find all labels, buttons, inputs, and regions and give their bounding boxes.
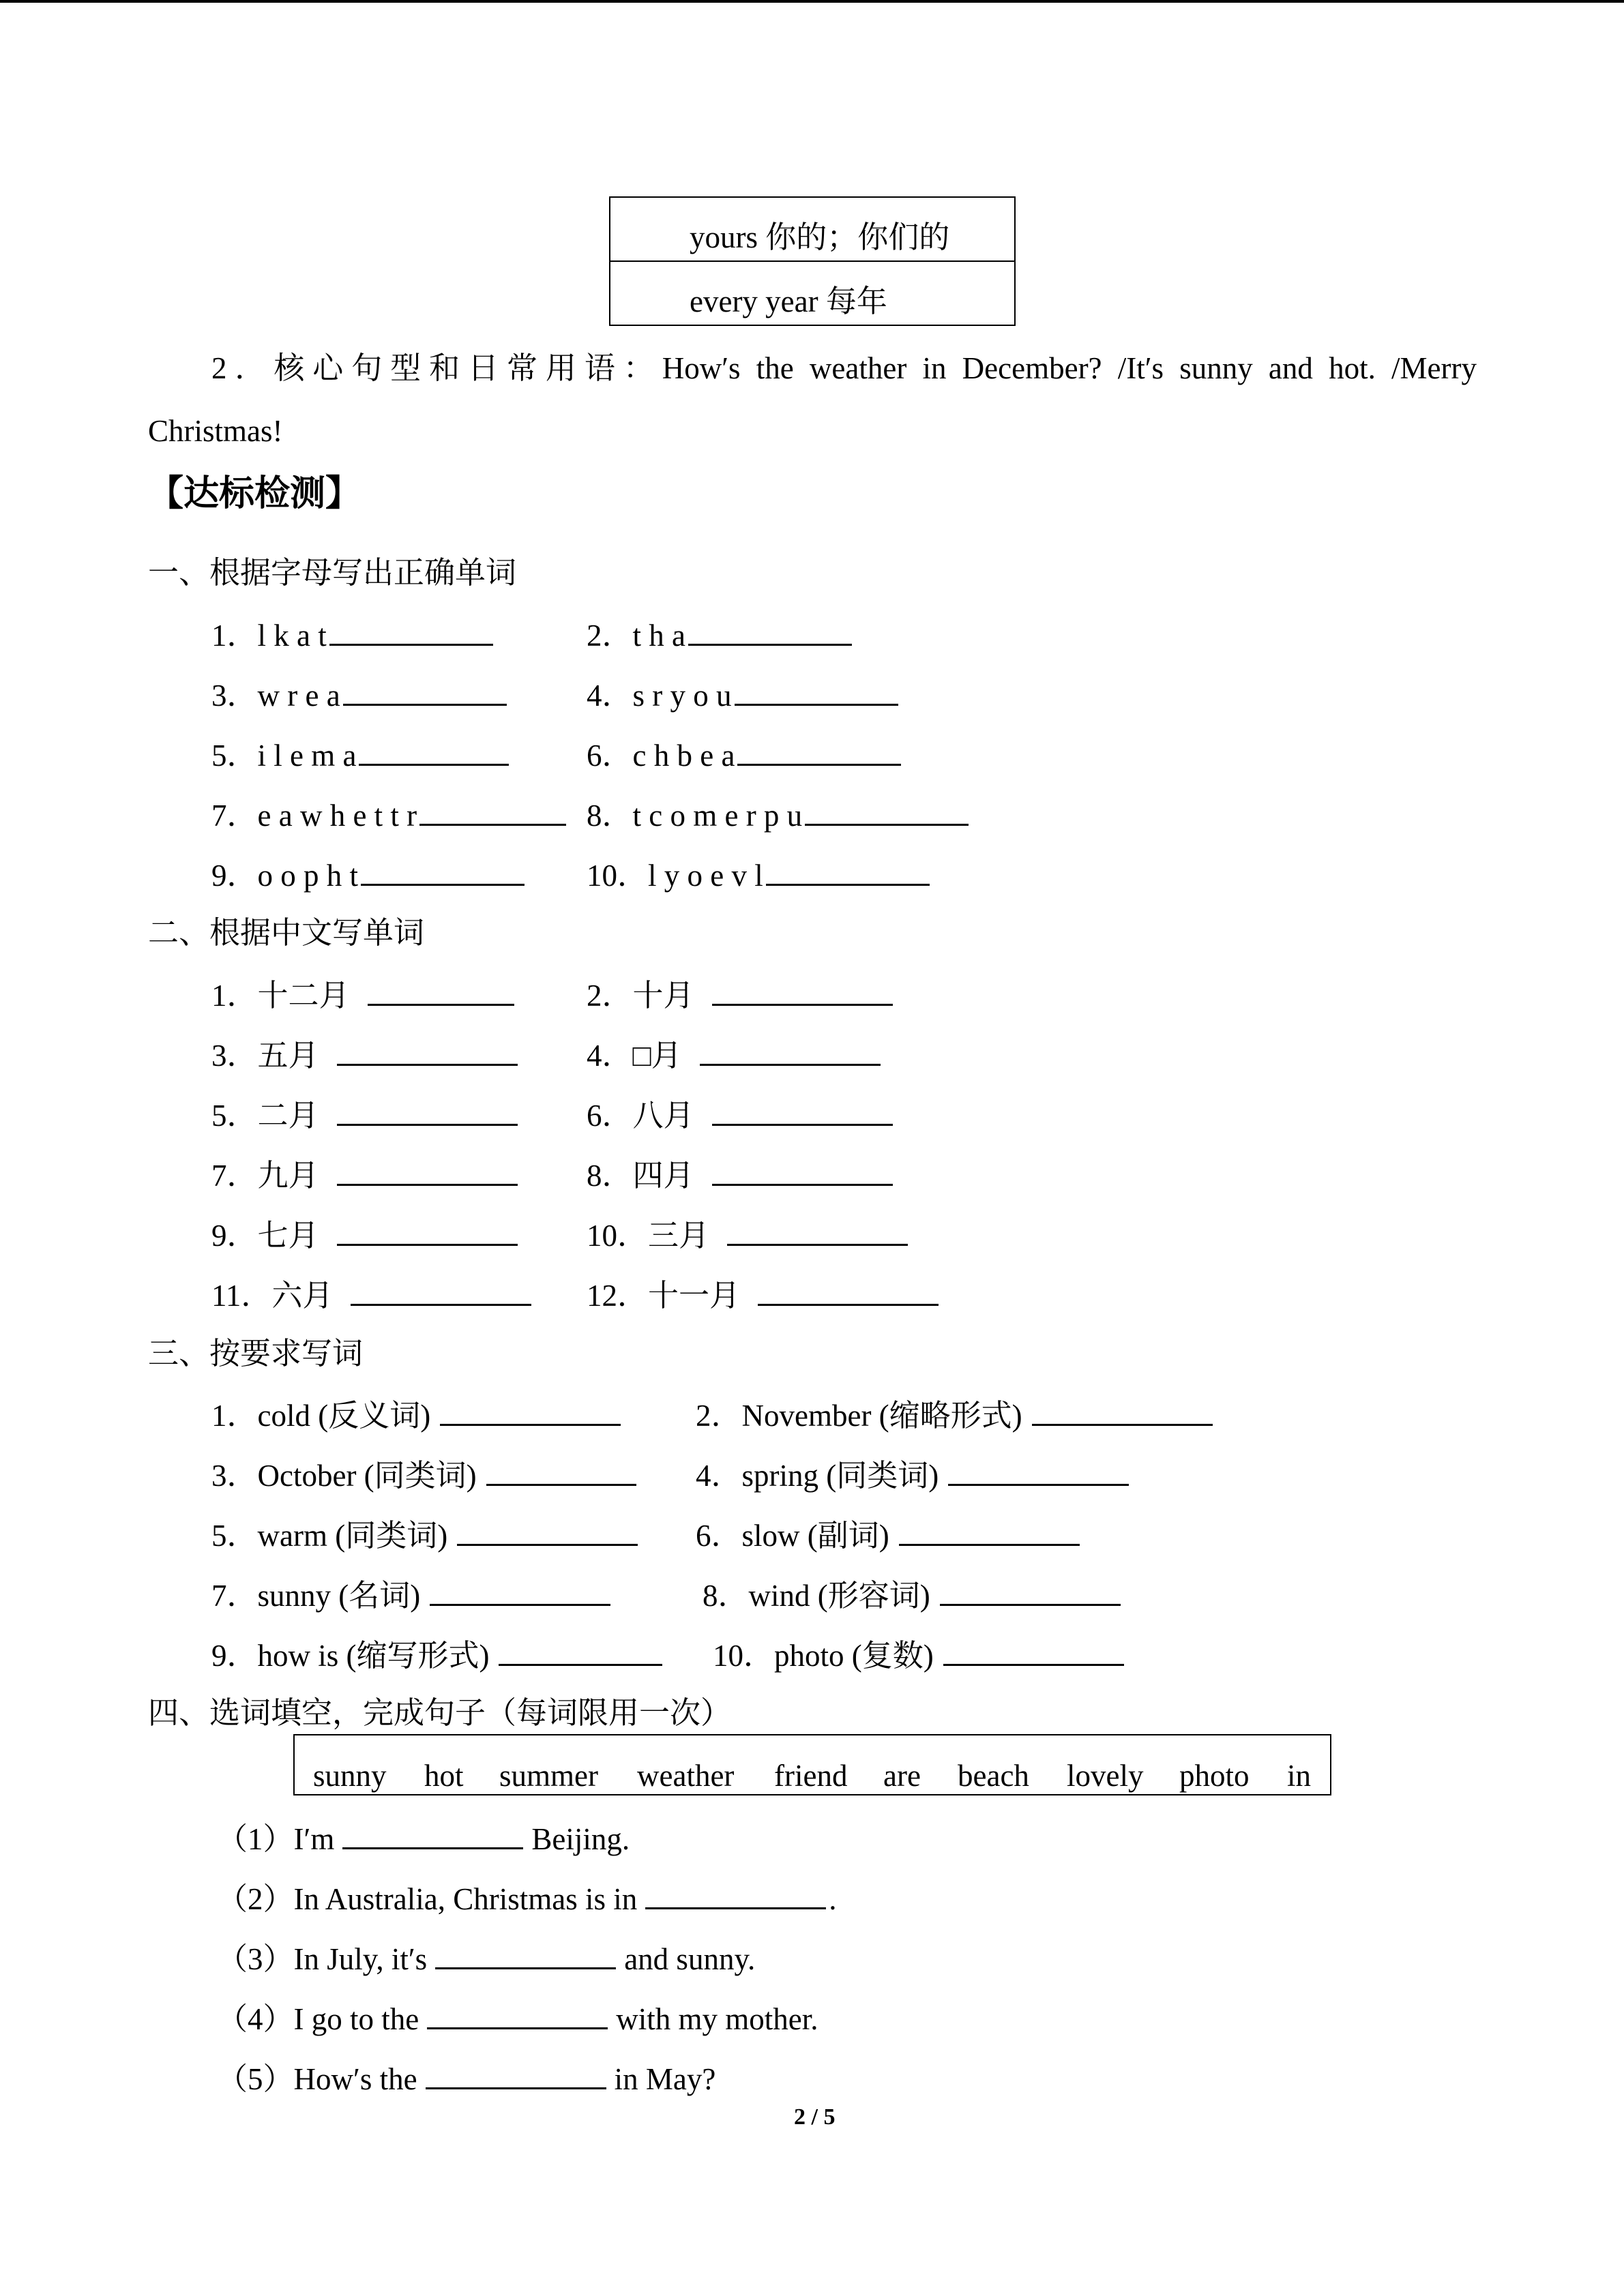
item-label: 4．s r y o u (587, 679, 732, 713)
answer-blank[interactable] (712, 1094, 893, 1126)
answer-blank[interactable] (351, 1274, 531, 1306)
answer-blank[interactable] (645, 1877, 826, 1909)
item-label: 8．wind (形容词) (703, 1579, 930, 1613)
part1-item (211, 614, 493, 656)
part2-item (211, 1274, 531, 1316)
answer-blank[interactable] (899, 1514, 1080, 1546)
part3-item (211, 1514, 638, 1556)
item-label: 4．spring (同类词) (696, 1459, 939, 1493)
answer-blank[interactable] (343, 674, 507, 706)
part4-title: 四、选词填空，完成句子（每词限用一次） (148, 1696, 732, 1730)
part2-item (587, 1274, 939, 1316)
part2-item (211, 1214, 518, 1256)
item-label: 1．l k a t (211, 618, 327, 653)
part4-sentence (217, 1817, 630, 1860)
item-label: 10．l y o e v l (587, 859, 763, 893)
sentence-suffix: and sunny. (624, 1942, 756, 1976)
answer-blank[interactable] (419, 794, 566, 826)
word-bank-word: hot (424, 1759, 464, 1793)
item-label: 11．六月 (211, 1279, 334, 1313)
item-label: 12．十一月 (587, 1279, 741, 1313)
part1-item (211, 854, 525, 896)
item-label: 5．i l e m a (211, 739, 357, 773)
part1-item (587, 794, 969, 836)
word-bank-word: sunny (313, 1759, 387, 1793)
part3-title: 三、按要求写词 (148, 1337, 364, 1371)
part3-item (696, 1394, 1213, 1436)
item-label: 7．e a w h e t t r (211, 799, 417, 833)
part1-item (211, 674, 507, 716)
item-label: 4．□月 (587, 1039, 682, 1073)
answer-blank[interactable] (940, 1574, 1121, 1606)
vocab-table (609, 196, 1016, 326)
sentence-suffix: with my mother. (616, 2002, 818, 2036)
sentence-suffix: in May? (614, 2062, 716, 2096)
sentence-suffix: Beijing. (531, 1822, 630, 1856)
item-label: 7．sunny (名词) (211, 1579, 421, 1613)
answer-blank[interactable] (329, 614, 493, 646)
word-bank-word: friend (774, 1759, 848, 1793)
item-label: 6．八月 (587, 1099, 694, 1133)
answer-blank[interactable] (337, 1154, 518, 1186)
section-title: 【达标检测】 (148, 475, 361, 513)
part3-item (696, 1454, 1129, 1496)
answer-blank[interactable] (435, 1937, 616, 1969)
item-label: 6．slow (副词) (696, 1519, 889, 1553)
part2-item (211, 1034, 518, 1076)
item-label: 5．二月 (211, 1099, 319, 1133)
part2-title: 二、根据中文写单词 (148, 916, 425, 950)
word-bank-word: summer (499, 1759, 598, 1793)
part2-item (587, 974, 893, 1016)
part1-item (587, 614, 852, 656)
part3-item (211, 1634, 662, 1676)
part1-item (587, 674, 898, 716)
part2-item (587, 1214, 908, 1256)
item-label: 3．October (同类词) (211, 1459, 477, 1493)
answer-blank[interactable] (758, 1274, 939, 1306)
item-label: 1．十二月 (211, 979, 350, 1013)
item-label: 9．how is (缩写形式) (211, 1639, 490, 1673)
word-bank-word: lovely (1067, 1759, 1144, 1793)
word-bank-word: photo (1179, 1759, 1250, 1793)
part2-item (587, 1094, 893, 1136)
answer-blank[interactable] (486, 1454, 636, 1486)
part2-item (587, 1034, 881, 1076)
part4-sentence (217, 1997, 818, 2040)
answer-blank[interactable] (359, 734, 509, 766)
answer-blank[interactable] (368, 974, 514, 1006)
answer-blank[interactable] (337, 1094, 518, 1126)
answer-blank[interactable] (727, 1214, 908, 1246)
answer-blank[interactable] (737, 734, 901, 766)
part4-sentence (217, 2057, 715, 2100)
item-label: 6．c h b e a (587, 739, 735, 773)
item-label: 2．t h a (587, 618, 685, 653)
answer-blank[interactable] (457, 1514, 638, 1546)
part3-item (211, 1394, 621, 1436)
core-sentence-line-1: 2．核心句型和日常用语：How′s the weather in December? /It′s sunny and hot. /Merry (211, 351, 1477, 385)
sentence-prefix: （2）In Australia, Christmas is in (217, 1882, 638, 1916)
sentence-prefix: （4）I go to the (217, 2002, 419, 2036)
part3-item (696, 1514, 1080, 1556)
word-bank-word: in (1287, 1759, 1312, 1793)
answer-blank[interactable] (943, 1634, 1124, 1666)
answer-blank[interactable] (948, 1454, 1129, 1486)
answer-blank[interactable] (700, 1034, 881, 1066)
part2-item (211, 1154, 518, 1196)
word-bank-word: beach (958, 1759, 1029, 1793)
answer-blank[interactable] (499, 1634, 662, 1666)
sentence-prefix: （1）I′m (217, 1822, 335, 1856)
word-bank-word: are (883, 1759, 921, 1793)
top-border (0, 0, 1624, 3)
page-number: 2 / 5 (794, 2104, 836, 2130)
part4-sentence (217, 1877, 836, 1920)
vocab-row-text: every year 每年 (690, 284, 887, 318)
part1-title: 一、根据字母写出正确单词 (148, 556, 517, 590)
part2-item (211, 974, 514, 1016)
part2-item (587, 1154, 893, 1196)
part3-item (703, 1574, 1121, 1616)
part3-item (211, 1454, 636, 1496)
part1-item (211, 794, 566, 836)
sentence-suffix: . (829, 1882, 837, 1916)
item-label: 10．三月 (587, 1219, 710, 1253)
answer-blank[interactable] (735, 674, 898, 706)
item-label: 10．photo (复数) (713, 1639, 934, 1673)
word-bank-box (293, 1734, 1331, 1795)
answer-blank[interactable] (1032, 1394, 1213, 1426)
item-label: 9．o o p h t (211, 859, 359, 893)
item-label: 3．w r e a (211, 679, 340, 713)
answer-blank[interactable] (688, 614, 852, 646)
core-sentence-line-2: Christmas! (148, 414, 283, 448)
part3-item (713, 1634, 1124, 1676)
vocab-row (610, 198, 1014, 262)
part1-item (587, 854, 930, 896)
part1-item (211, 734, 509, 776)
item-label: 1．cold (反义词) (211, 1399, 431, 1433)
item-label: 3．五月 (211, 1039, 319, 1073)
answer-blank[interactable] (430, 1574, 610, 1606)
item-label: 8．四月 (587, 1159, 694, 1193)
item-label: 9．七月 (211, 1219, 319, 1253)
part2-item (211, 1094, 518, 1136)
sentence-prefix: （3）In July, it′s (217, 1942, 428, 1976)
part1-item (587, 734, 901, 776)
vocab-row-text: yours 你的；你们的 (690, 220, 950, 254)
item-label: 2．十月 (587, 979, 694, 1013)
answer-blank[interactable] (426, 2057, 606, 2089)
answer-blank[interactable] (342, 1817, 523, 1849)
word-bank-word: weather (637, 1759, 735, 1793)
answer-blank[interactable] (805, 794, 969, 826)
item-label: 8．t c o m e r p u (587, 799, 803, 833)
part4-sentence (217, 1937, 755, 1980)
answer-blank[interactable] (712, 974, 893, 1006)
answer-blank[interactable] (337, 1034, 518, 1066)
sentence-prefix: （5）How′s the (217, 2062, 417, 2096)
answer-blank[interactable] (337, 1214, 518, 1246)
part3-item (211, 1574, 610, 1616)
item-label: 2．November (缩略形式) (696, 1399, 1022, 1433)
answer-blank[interactable] (712, 1154, 893, 1186)
answer-blank[interactable] (766, 854, 930, 886)
item-label: 5．warm (同类词) (211, 1519, 448, 1553)
answer-blank[interactable] (440, 1394, 621, 1426)
item-label: 7．九月 (211, 1159, 319, 1193)
answer-blank[interactable] (361, 854, 525, 886)
vocab-row (610, 262, 1014, 326)
answer-blank[interactable] (427, 1997, 608, 2029)
